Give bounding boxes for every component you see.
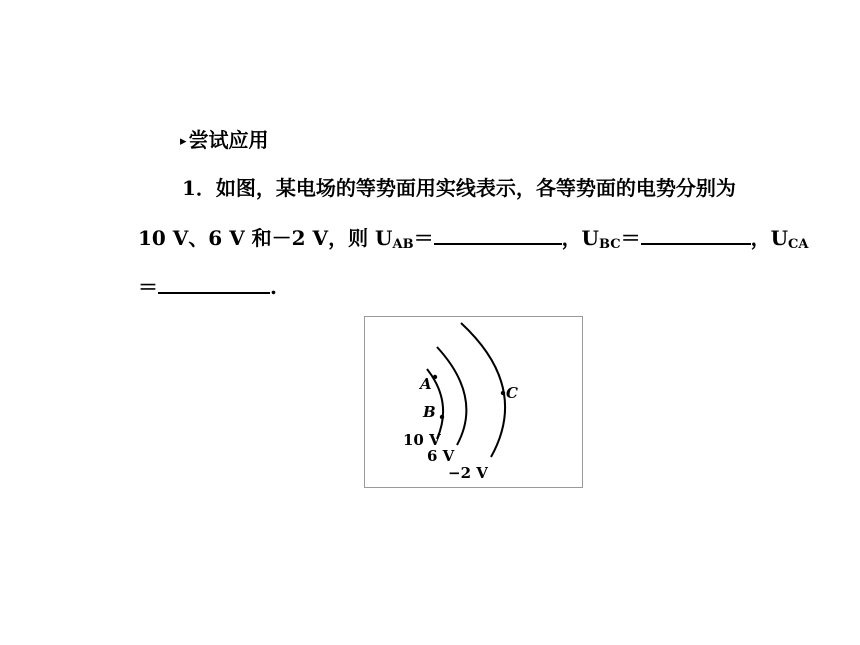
- label-10v: 10 V: [403, 431, 441, 449]
- section-title-text: 尝试应用: [188, 128, 269, 152]
- comma-1: ，U: [561, 226, 600, 250]
- triangle-marker-icon: ▸: [180, 134, 187, 149]
- answer-blank-ubc[interactable]: [641, 225, 751, 245]
- point-a-dot: [433, 375, 437, 379]
- section-heading: [180, 124, 269, 153]
- equals-3: ＝: [138, 275, 158, 299]
- comma-2: ，U: [750, 226, 789, 250]
- label-6v: 6 V: [427, 447, 455, 465]
- question-line-2-lead: 10 V、6 V 和－2 V，则 U: [138, 226, 393, 250]
- equals-2: ＝: [620, 226, 641, 250]
- question-line-3: [138, 271, 277, 300]
- equipotential-diagram: [365, 317, 582, 487]
- subscript-ca: CA: [788, 237, 809, 252]
- point-b-dot: [440, 415, 444, 419]
- equipotential-neg2v-line: [461, 323, 505, 457]
- label-neg2v: −2 V: [448, 464, 488, 482]
- equals-1: ＝: [413, 226, 434, 250]
- question-line-1: 1．如图，某电场的等势面用实线表示，各等势面的电势分别为: [182, 176, 736, 200]
- subscript-bc: BC: [599, 237, 621, 252]
- subscript-ab: AB: [392, 237, 414, 252]
- point-b-label: B: [423, 403, 436, 421]
- period: .: [270, 275, 277, 299]
- equipotential-figure: [364, 316, 583, 488]
- question-line-2: [138, 222, 809, 252]
- answer-blank-uab[interactable]: [434, 225, 562, 245]
- point-c-dot: [501, 391, 505, 395]
- point-a-label: A: [420, 375, 432, 393]
- answer-blank-uca[interactable]: [158, 274, 270, 294]
- point-c-label: C: [506, 384, 518, 402]
